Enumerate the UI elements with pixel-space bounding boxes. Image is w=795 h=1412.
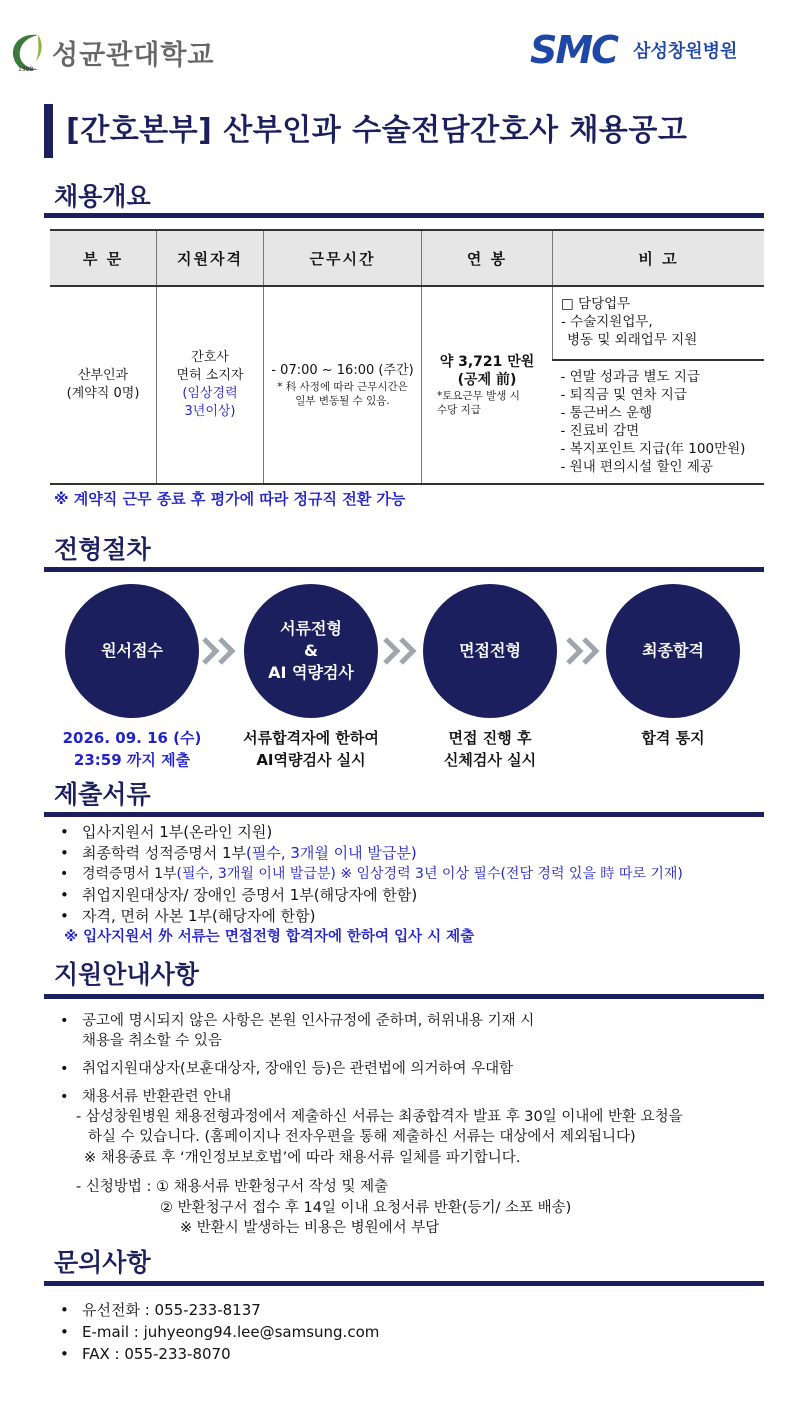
doc-required-note: (필수, 3개월 이내 발급분) — [245, 844, 417, 862]
table-header-row — [50, 230, 764, 286]
guide-text: 취업지원대상자(보훈대상자, 장애인 등)은 관련법에 의거하여 우대함 — [82, 1061, 514, 1077]
caption-line: 서류합격자에 한하여 — [243, 729, 379, 747]
university-name: 성균관대학교 — [52, 39, 215, 71]
hours-line: - 07:00 ~ 16:00 (주간) — [271, 363, 414, 378]
guide-rule — [44, 994, 764, 999]
university-emblem-icon — [8, 29, 48, 75]
step-final — [606, 584, 740, 718]
documents-note: ※ 입사지원서 外 서류는 면접전형 합격자에 한하여 입사 시 제출 — [64, 929, 475, 945]
benefit-line: - 진료비 감면 — [560, 423, 640, 439]
doc-text: 취업지원대상자/ 장애인 증명서 1부(해당자에 한함) — [82, 886, 418, 904]
chevron-right-icon — [383, 637, 419, 665]
remarks-benefits — [553, 360, 765, 484]
doc-text: 입사지원서 1부(온라인 지원) — [82, 823, 273, 841]
guide-text: - 신청방법 : ① 채용서류 반환청구서 작성 및 제출 — [76, 1179, 389, 1195]
contact-phone: 유선전화 : 055-233-8137 — [82, 1301, 261, 1319]
step-document-screening — [244, 584, 378, 718]
university-logo — [8, 26, 215, 78]
caption-line: 2026. 09. 16 (수) — [62, 729, 202, 747]
step-label: & — [304, 641, 318, 660]
contact-fax: FAX : 055-233-8070 — [82, 1345, 231, 1363]
hours-note: * 科 사정에 따라 근무시간은 — [277, 381, 408, 393]
overview-heading: 채용개요 — [54, 182, 151, 211]
dept-type: (계약직 0명) — [66, 386, 140, 401]
smc-mark: SMC — [530, 28, 618, 72]
qual-line: 3년이상) — [184, 404, 236, 419]
list-item: • 취업지원대상자/ 장애인 증명서 1부(해당자에 한함) — [60, 886, 418, 904]
remarks-line: - 수술지원업무, — [561, 314, 653, 330]
hours-cell — [264, 286, 422, 484]
step-caption-document — [221, 727, 401, 771]
guide-text: 채용서류 반환관련 안내 — [82, 1089, 232, 1105]
benefit-line: - 연말 성과금 별도 지급 — [560, 369, 700, 385]
benefit-line: - 퇴직금 및 연차 지급 — [560, 387, 687, 403]
list-item: • 자격, 면허 사본 1부(해당자에 한함) — [60, 907, 316, 925]
benefit-line: - 통근버스 운행 — [560, 405, 653, 421]
overview-table — [50, 229, 764, 485]
caption-line: 23:59 까지 제출 — [73, 751, 191, 769]
contact-email: E-mail : juhyeong94.lee@samsung.com — [82, 1323, 380, 1341]
hospital-name: 삼성창원병원 — [633, 41, 738, 62]
step-caption-interview — [400, 727, 580, 771]
process-rule — [44, 567, 764, 572]
salary-amount: 약 3,721 만원 — [439, 354, 535, 370]
qual-line: 간호사 — [191, 350, 229, 365]
list-item: • 취업지원대상자(보훈대상자, 장애인 등)은 관련법에 의거하여 우대함 — [60, 1061, 514, 1077]
caption-line: 신체검사 실시 — [443, 751, 537, 769]
caption-line: 합격 통지 — [641, 729, 705, 747]
list-item: • 채용서류 반환관련 안내 — [60, 1089, 232, 1105]
contact-rule — [44, 1281, 764, 1286]
documents-rule — [44, 812, 764, 817]
guide-text: 공고에 명시되지 않은 사항은 본원 인사규정에 준하며, 허위내용 기재 시 — [82, 1013, 535, 1029]
list-item: • FAX : 055-233-8070 — [60, 1345, 231, 1363]
guide-text: 하실 수 있습니다. (홈페이지나 전자우편을 통해 제출하신 서류는 대상에서 제외됩니다) — [88, 1129, 636, 1145]
list-item: • 경력증명서 1부(필수, 3개월 이내 발급분) ※ 임상경력 3년 이상 필수(전담 경력 있을 時 따로 기재) — [60, 866, 683, 882]
doc-text: 최종학력 성적증명서 1부 — [82, 844, 246, 862]
remarks-line: □ 담당업무 — [561, 296, 631, 312]
benefit-line: - 원내 편의시설 할인 제공 — [560, 459, 713, 475]
col-hours: 근무시간 — [264, 230, 422, 286]
title-accent-bar — [44, 104, 53, 158]
salary-note: (공제 前) — [457, 372, 517, 388]
caption-line: 면접 진행 후 — [448, 729, 532, 747]
col-remarks: 비 고 — [553, 230, 765, 286]
remarks-line: 병동 및 외래업무 지원 — [567, 332, 698, 348]
step-label: 서류전형 — [280, 619, 342, 638]
col-dept: 부 문 — [50, 230, 157, 286]
list-item: • 유선전화 : 055-233-8137 — [60, 1301, 261, 1319]
guide-text: 채용을 취소할 수 있음 — [82, 1033, 222, 1049]
salary-small: 수당 지급 — [437, 404, 481, 416]
dept-name: 산부인과 — [77, 368, 129, 383]
col-salary: 연 봉 — [422, 230, 553, 286]
list-item: • 최종학력 성적증명서 1부(필수, 3개월 이내 발급분) — [60, 844, 417, 862]
guide-text: ※ 반환시 발생하는 비용은 병원에서 부담 — [180, 1220, 440, 1236]
chevron-right-icon — [202, 637, 238, 665]
caption-line: AI역량검사 실시 — [256, 751, 366, 769]
remarks-duties — [553, 286, 765, 360]
doc-required-note: (필수, 3개월 이내 발급분) ※ 임상경력 3년 이상 필수(전담 경력 있을 時 따로 기재) — [176, 866, 683, 882]
benefit-line: - 복지포인트 지급(年 100만원) — [560, 441, 746, 457]
list-item: • 공고에 명시되지 않은 사항은 본원 인사규정에 준하며, 허위내용 기재 시 — [60, 1013, 535, 1029]
dept-cell — [50, 286, 157, 484]
doc-text: 자격, 면허 사본 1부(해당자에 한함) — [82, 907, 316, 925]
overview-rule — [44, 213, 764, 218]
guide-heading: 지원안내사항 — [54, 960, 199, 989]
guide-text: ② 반환청구서 접수 후 14일 이내 요청서류 반환(등기/ 소포 배송) — [160, 1200, 572, 1216]
page-title: [간호본부] 산부인과 수술전담간호사 채용공고 — [66, 113, 688, 148]
salary-small: *토요근무 발생 시 — [437, 390, 520, 402]
step-application — [65, 584, 199, 718]
contact-heading: 문의사항 — [54, 1248, 151, 1277]
step-label: 최종합격 — [642, 641, 704, 660]
step-interview — [423, 584, 557, 718]
chevron-right-icon — [566, 637, 602, 665]
contract-note: ※ 계약직 근무 종료 후 평가에 따라 정규직 전환 가능 — [54, 490, 406, 508]
documents-heading: 제출서류 — [54, 780, 151, 809]
qual-line: 면허 소지자 — [176, 368, 244, 383]
qual-line: (임상경력 — [182, 386, 238, 401]
list-item: • E-mail : juhyeong94.lee@samsung.com — [60, 1323, 380, 1341]
step-caption-application — [42, 727, 222, 771]
hospital-logo — [530, 30, 737, 70]
step-label: AI 역량검사 — [268, 663, 354, 682]
list-item: • 입사지원서 1부(온라인 지원) — [60, 823, 273, 841]
guide-text: - 삼성창원병원 채용전형과정에서 제출하신 서류는 최종합격자 발표 후 30일 이내에 반환 요청을 — [76, 1109, 683, 1125]
qual-cell — [157, 286, 264, 484]
step-label: 면접전형 — [459, 641, 521, 660]
step-label: 원서접수 — [101, 641, 163, 660]
process-heading: 전형절차 — [54, 535, 151, 564]
salary-cell — [422, 286, 553, 484]
table-row — [50, 286, 764, 360]
col-qual: 지원자격 — [157, 230, 264, 286]
emblem-year: 1398 — [18, 66, 34, 73]
guide-text: ※ 채용종료 후 ‘개인정보보호법’에 따라 채용서류 일체를 파기합니다. — [84, 1150, 521, 1166]
step-caption-final — [583, 727, 763, 749]
doc-text: 경력증명서 1부 — [82, 866, 177, 882]
hours-note: 일부 변동될 수 있음. — [295, 395, 390, 407]
